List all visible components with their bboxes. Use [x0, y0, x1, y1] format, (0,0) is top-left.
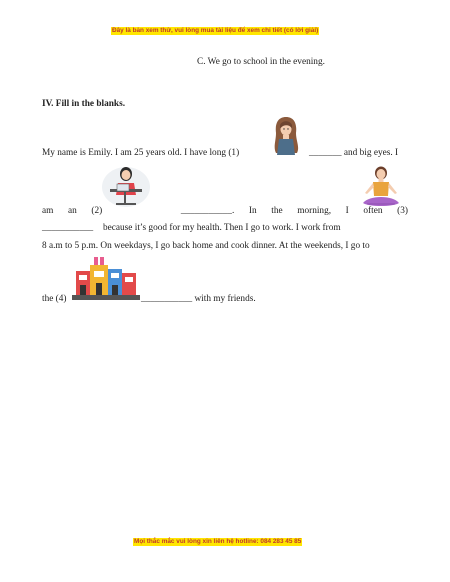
long-hair-woman-icon — [270, 115, 302, 157]
option-c-text: C. We go to school in the evening. — [197, 57, 325, 67]
passage-line-4: 8 a.m to 5 p.m. On weekdays, I go back home and cook dinner. At the weekends, I go to — [42, 241, 370, 251]
word: often — [363, 206, 383, 216]
passage-line-1-start: My name is Emily. I am 25 years old. I have long (1) — [42, 148, 240, 158]
blank-4-line: ___________ with my friends. — [141, 294, 256, 304]
section-heading: IV. Fill in the blanks. — [42, 99, 126, 109]
office-worker-icon — [100, 163, 152, 209]
blank-2: ___________. — [180, 206, 235, 216]
yoga-woman-icon — [357, 163, 405, 215]
word: (3) — [397, 206, 408, 216]
passage-line-2 — [42, 205, 408, 217]
word: In — [248, 206, 257, 216]
blank-1: _______ and big eyes. I — [309, 148, 399, 158]
passage-line-5-start: the (4) — [42, 294, 67, 304]
word: (2) — [91, 206, 103, 216]
word: morning, — [297, 206, 332, 216]
blank-3: ___________ — [42, 223, 94, 233]
word: the — [271, 206, 283, 216]
preview-notice-banner: Đây là bản xem thử, vui lòng mua tài liệu để xem chi tiết (có lời giải) — [112, 27, 319, 34]
shopping-mall-icon — [72, 257, 140, 301]
hotline-banner: Mọi thắc mắc vui lòng xin liên hệ hotline: 084 283 45 85 — [134, 538, 302, 545]
word: I — [345, 206, 349, 216]
word: an — [67, 206, 77, 216]
passage-line-3: because it’s good for my health. Then I go to work. I work from — [103, 223, 341, 233]
word: am — [42, 206, 54, 216]
